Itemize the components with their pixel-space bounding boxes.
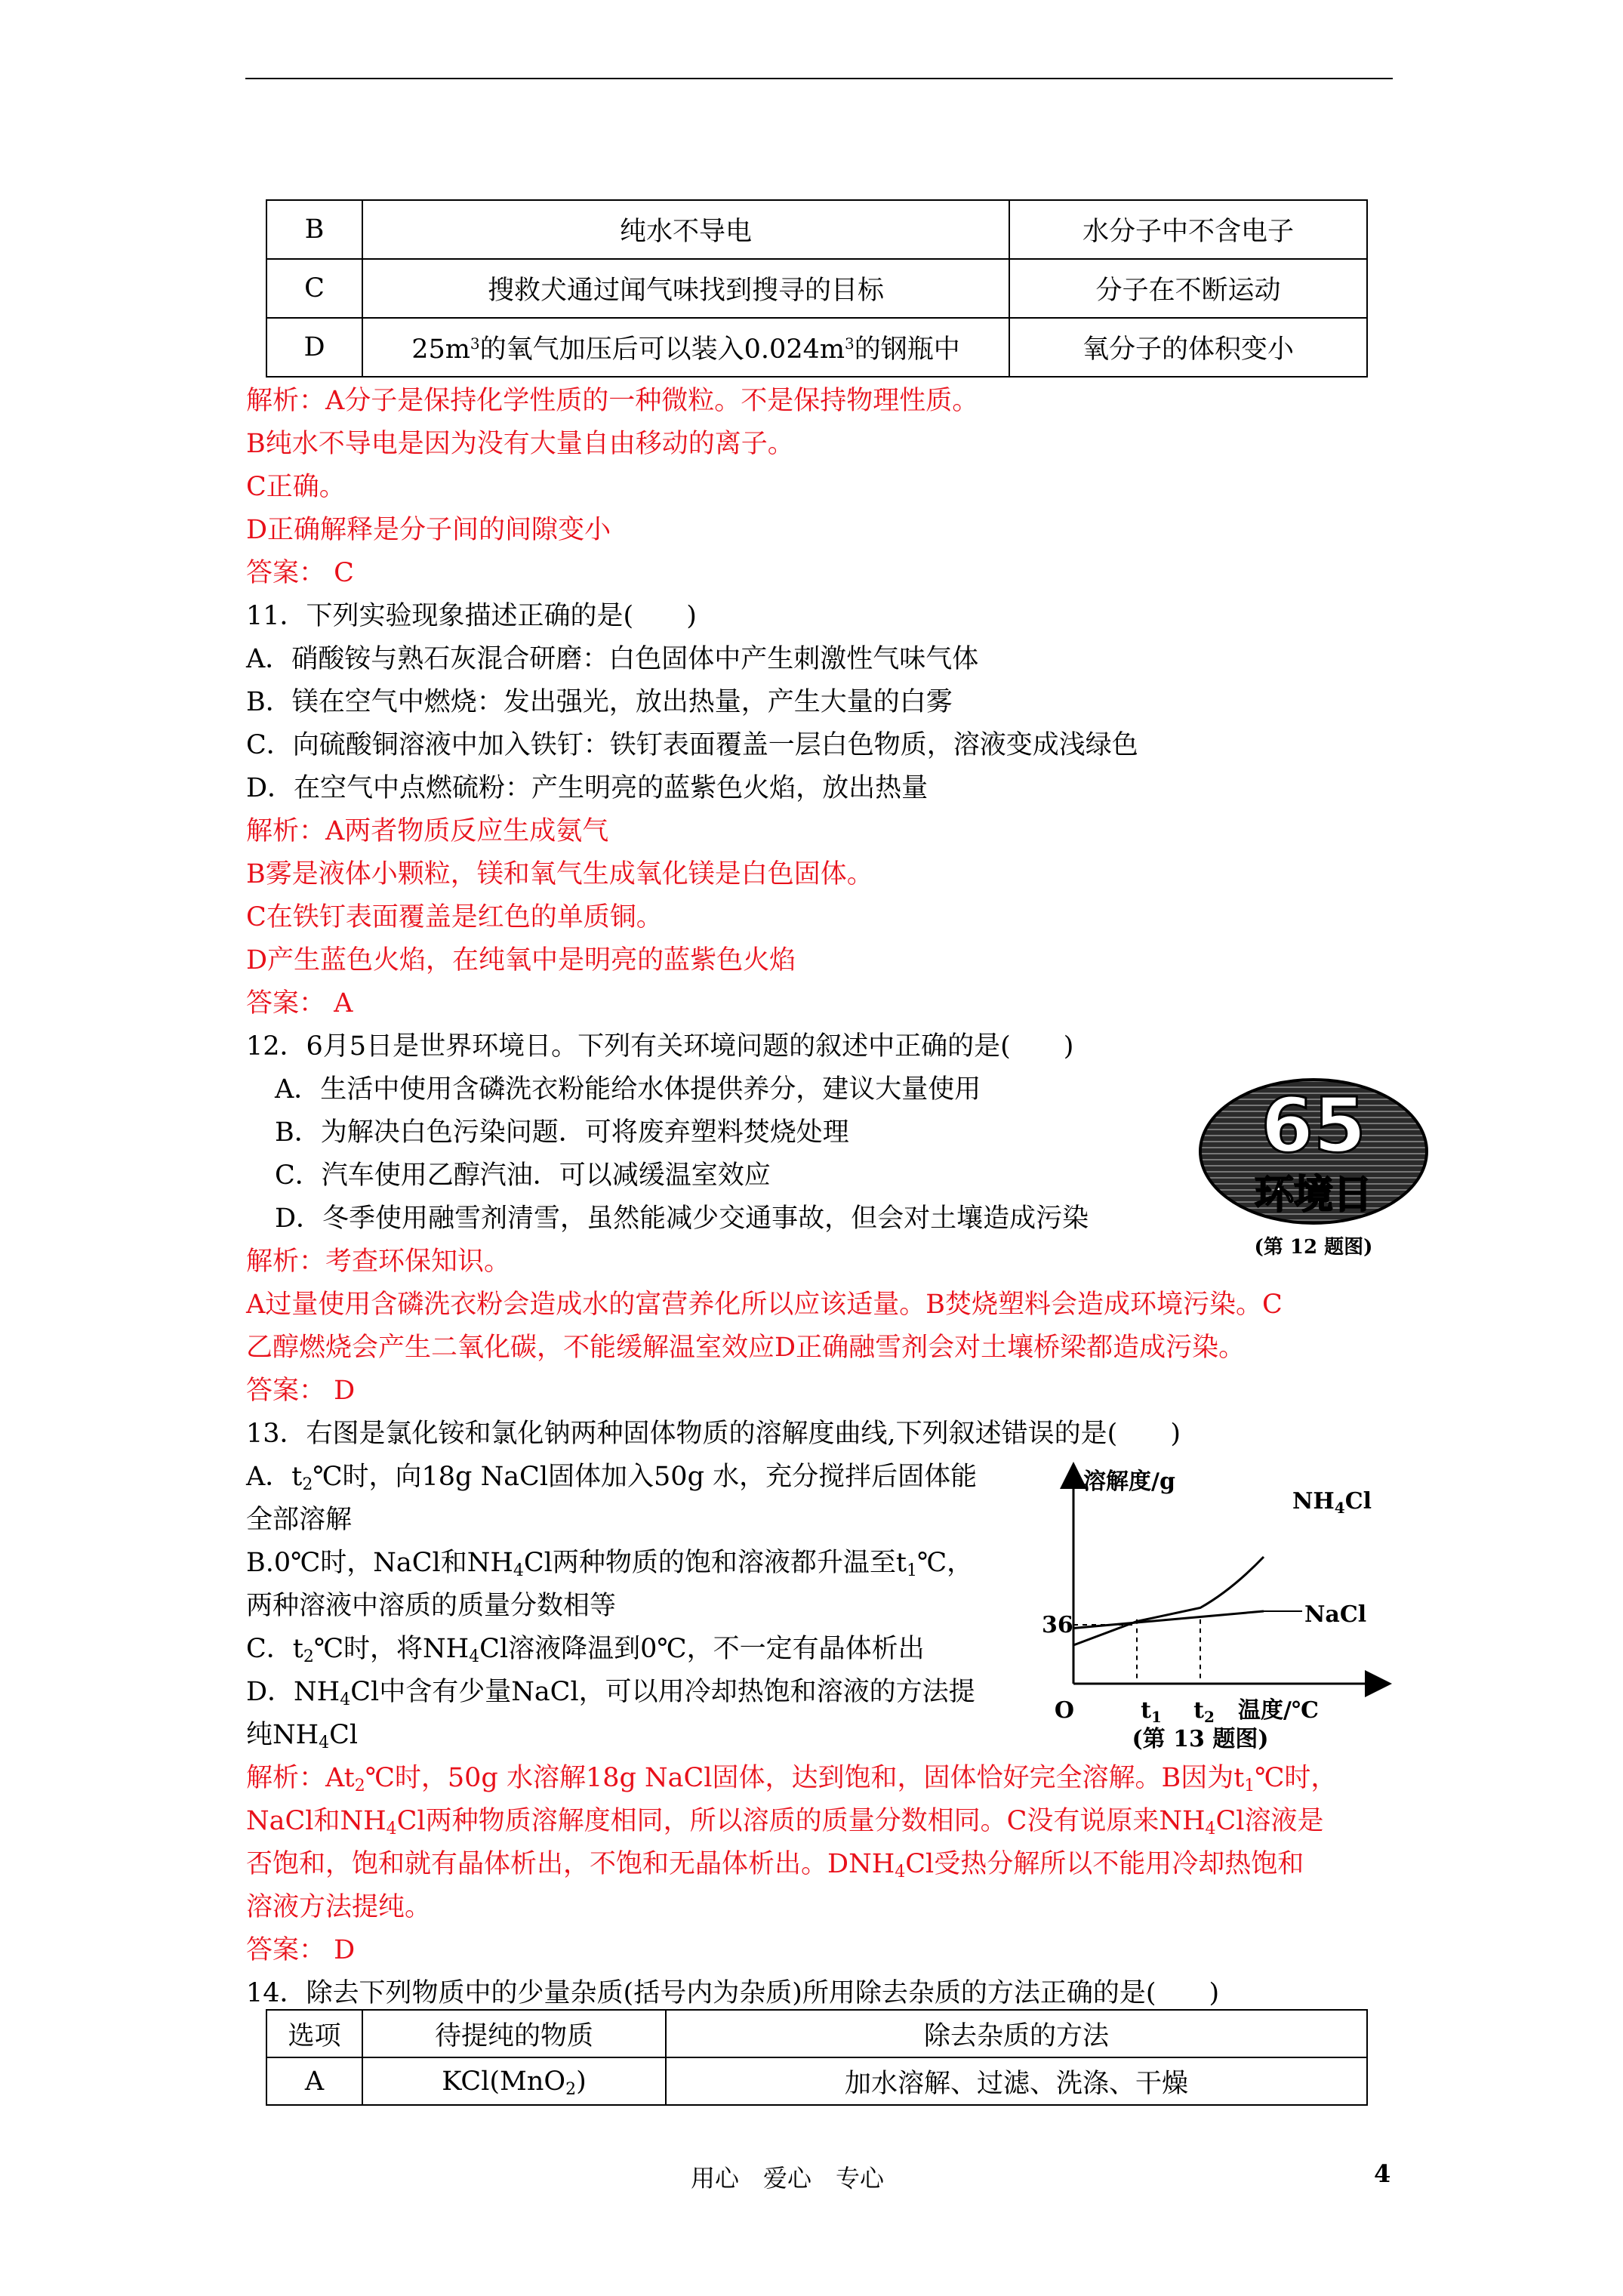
table-row [266, 200, 1367, 259]
subscript: 4 [513, 1561, 524, 1580]
q10-analysis-line: B纯水不导电是因为没有大量自由移动的离子。 [246, 429, 794, 459]
q12-analysis-line: A过量使用含磷洗衣粉会造成水的富营养化所以应该适量。B焚烧塑料会造成环境污染。C [246, 1290, 1283, 1320]
q12-option-c: C．汽车使用乙醇汽油．可以减缓温室效应 [275, 1160, 771, 1191]
y-tick-36: 36 [1042, 1612, 1073, 1638]
q13-analysis-line: 溶液方法提纯。 [246, 1892, 432, 1922]
table-cell-option: D [266, 318, 362, 377]
q10-answer: 答案： C [246, 558, 354, 588]
q12-analysis-line: 解析：考查环保知识。 [246, 1247, 511, 1277]
q11-answer: 答案： A [246, 988, 353, 1019]
q10-analysis-line: C正确。 [246, 472, 346, 502]
q13-option-a-cont: 全部溶解 [246, 1505, 353, 1535]
text-run: D．NH [246, 1677, 340, 1707]
page-number: 4 [1374, 2159, 1391, 2188]
text-run: Cl [329, 1720, 359, 1750]
text-run: B.0℃时，NaCl和NH [246, 1548, 513, 1578]
subscript: 4 [895, 1863, 906, 1881]
table-cell-substance [362, 2057, 666, 2105]
logo-text: 环境日 [1254, 1173, 1373, 1218]
subscript: 2 [303, 1647, 314, 1666]
solubility-chart-svg [1027, 1457, 1404, 1752]
x-tick-t1: $t_1$ [1141, 1697, 1162, 1726]
text-run: Cl两种物质溶解度相同，所以溶质的质量分数相同。C没有说原来NH [396, 1806, 1206, 1836]
subscript: 4 [319, 1734, 330, 1752]
table-cell-explanation: 分子在不断运动 [1009, 259, 1367, 318]
table-cell-option: B [266, 200, 362, 259]
subscript: 4 [1205, 1820, 1216, 1838]
q12-stem: 12．6月5日是世界环境日。下列有关环境问题的叙述中正确的是( ) [246, 1031, 1074, 1062]
text-run: 的氧气加压后可以装入0.024m [479, 334, 845, 365]
environment-day-logo [1196, 1072, 1431, 1271]
subscript: 4 [469, 1647, 480, 1666]
q11-analysis-line: C在铁钉表面覆盖是红色的单质铜。 [246, 902, 663, 932]
subscript: 4 [386, 1820, 397, 1838]
table-row [266, 2057, 1367, 2105]
text-run: 25m [411, 334, 470, 365]
q11-analysis-line: B雾是液体小颗粒，镁和氧气生成氧化镁是白色固体。 [246, 859, 873, 889]
text-run: ℃时，将NH [313, 1634, 470, 1664]
q12-option-b: B．为解决白色污染问题．可将废弃塑料焚烧处理 [275, 1117, 849, 1148]
q13-answer: 答案： D [246, 1935, 356, 1965]
q13-analysis-line [246, 1800, 1469, 1843]
subscript: 1 [906, 1561, 917, 1580]
logo-caption: (第 12 题图) [1254, 1236, 1373, 1259]
table-cell-method: 加水溶解、过滤、洗涤、干燥 [666, 2057, 1367, 2105]
q11-option-d: D．在空气中点燃硫粉：产生明亮的蓝紫色火焰，放出热量 [246, 773, 929, 803]
subscript: 1 [1244, 1777, 1255, 1795]
q12-answer: 答案： D [246, 1376, 356, 1406]
text-run: Cl两种物质的饱和溶液都升温至t [523, 1548, 907, 1578]
text-run: Cl溶液是 [1215, 1806, 1324, 1836]
q11-option-c: C．向硫酸铜溶液中加入铁钉：铁钉表面覆盖一层白色物质，溶液变成浅绿色 [246, 730, 1138, 760]
text-run: C．t [246, 1634, 303, 1664]
solubility-chart [1027, 1457, 1404, 1752]
header-rule [245, 78, 1393, 79]
q10-analysis-line: D正确解释是分子间的间隙变小 [246, 515, 611, 545]
text-run: Cl受热分解所以不能用冷却热饱和 [905, 1849, 1304, 1879]
q13-analysis-line [246, 1843, 1469, 1886]
subscript: 2 [302, 1475, 313, 1494]
text-run: A．t [246, 1462, 303, 1492]
q13-option-b-cont: 两种溶液中溶质的质量分数相等 [246, 1591, 617, 1621]
q14-stem: 14．除去下列物质中的少量杂质(括号内为杂质)所用除去杂质的方法正确的是( ) [246, 1978, 1220, 2008]
table-cell-phenomenon [362, 318, 1009, 377]
logo-number: 65 [1261, 1081, 1366, 1170]
superscript: 3 [470, 334, 480, 353]
table-cell-option: C [266, 259, 362, 318]
table-row [266, 318, 1367, 377]
subscript: 2 [354, 1777, 365, 1795]
y-axis-label: 溶解度/g [1083, 1469, 1175, 1495]
text-run: 的钢瓶中 [854, 334, 960, 365]
text-run: Cl中含有少量NaCl，可以用冷却热饱和溶液的方法提 [350, 1677, 975, 1707]
text-run: 解析：At [246, 1763, 355, 1793]
table-row [266, 259, 1367, 318]
q13-analysis-line [246, 1757, 1469, 1800]
environment-day-logo-graphic [1196, 1072, 1431, 1268]
q11-analysis-line: 解析：A两者物质反应生成氨气 [246, 816, 609, 846]
q11-option-a: A．硝酸铵与熟石灰混合研磨：白色固体中产生刺激性气味气体 [246, 644, 979, 674]
text-run: ℃时， [1255, 1763, 1338, 1793]
table-header-option: 选项 [266, 2010, 362, 2057]
q13-stem: 13．右图是氯化铵和氯化钠两种固体物质的溶解度曲线,下列叙述错误的是( ) [246, 1419, 1181, 1449]
options-table-bottom [266, 2009, 1368, 2106]
text-run: ℃时，向18g NaCl固体加入50g 水，充分搅拌后固体能 [313, 1462, 978, 1492]
text-run: 纯NH [246, 1720, 319, 1750]
text-run: KCl(MnO [442, 2066, 566, 2097]
table-cell-explanation: 水分子中不含电子 [1009, 200, 1367, 259]
series-line-nh4cl [1073, 1557, 1264, 1645]
table-header-row [266, 2010, 1367, 2057]
q12-option-d: D．冬季使用融雪剂清雪，虽然能减少交通事故，但会对土壤造成污染 [275, 1203, 1089, 1234]
subscript: 2 [565, 2079, 577, 2099]
subscript: 4 [340, 1690, 351, 1709]
table-header-substance: 待提纯的物质 [362, 2010, 666, 2057]
q10-analysis-line: 解析：A分子是保持化学性质的一种微粒。不是保持物理性质。 [246, 386, 979, 416]
text-run: ) [576, 2066, 587, 2097]
x-axis-label: 温度/℃ [1238, 1697, 1319, 1724]
table-cell-phenomenon: 搜救犬通过闻气味找到搜寻的目标 [362, 259, 1009, 318]
q12-analysis-line: 乙醇燃烧会产生二氧化碳，不能缓解温室效应D正确融雪剂会对土壤桥梁都造成污染。 [246, 1333, 1246, 1363]
text-run: 否饱和，饱和就有晶体析出，不饱和无晶体析出。DNH [246, 1849, 895, 1879]
table-cell-phenomenon: 纯水不导电 [362, 200, 1009, 259]
text-run: ℃时，50g 水溶解18g NaCl固体，达到饱和，固体恰好完全溶解。B因为t [365, 1763, 1245, 1793]
q11-option-b: B．镁在空气中燃烧：发出强光，放出热量，产生大量的白雾 [246, 687, 953, 717]
series-label-nh4cl: $NH_4Cl$ [1292, 1488, 1372, 1517]
table-header-method: 除去杂质的方法 [666, 2010, 1367, 2057]
footer-motto: 用心 爱心 专心 [691, 2164, 885, 2193]
series-label-nacl: NaCl [1304, 1601, 1367, 1628]
options-table-top [266, 199, 1368, 378]
origin-label: O [1054, 1697, 1075, 1724]
q11-analysis-line: D产生蓝色火焰，在纯氧中是明亮的蓝紫色火焰 [246, 945, 796, 975]
text-run: NaCl和NH [246, 1806, 387, 1836]
q12-option-a: A．生活中使用含磷洗衣粉能给水体提供养分，建议大量使用 [275, 1074, 981, 1105]
text-run: Cl溶液降温到0℃，不一定有晶体析出 [479, 1634, 925, 1664]
table-cell-explanation: 氧分子的体积变小 [1009, 318, 1367, 377]
superscript: 3 [845, 334, 855, 353]
chart-caption: (第 13 题图) [1132, 1726, 1269, 1752]
text-run: ℃， [916, 1548, 974, 1578]
table-cell-option: A [266, 2057, 362, 2105]
q11-stem: 11．下列实验现象描述正确的是( ) [246, 601, 697, 631]
x-tick-t2: $t_2$ [1193, 1697, 1215, 1726]
